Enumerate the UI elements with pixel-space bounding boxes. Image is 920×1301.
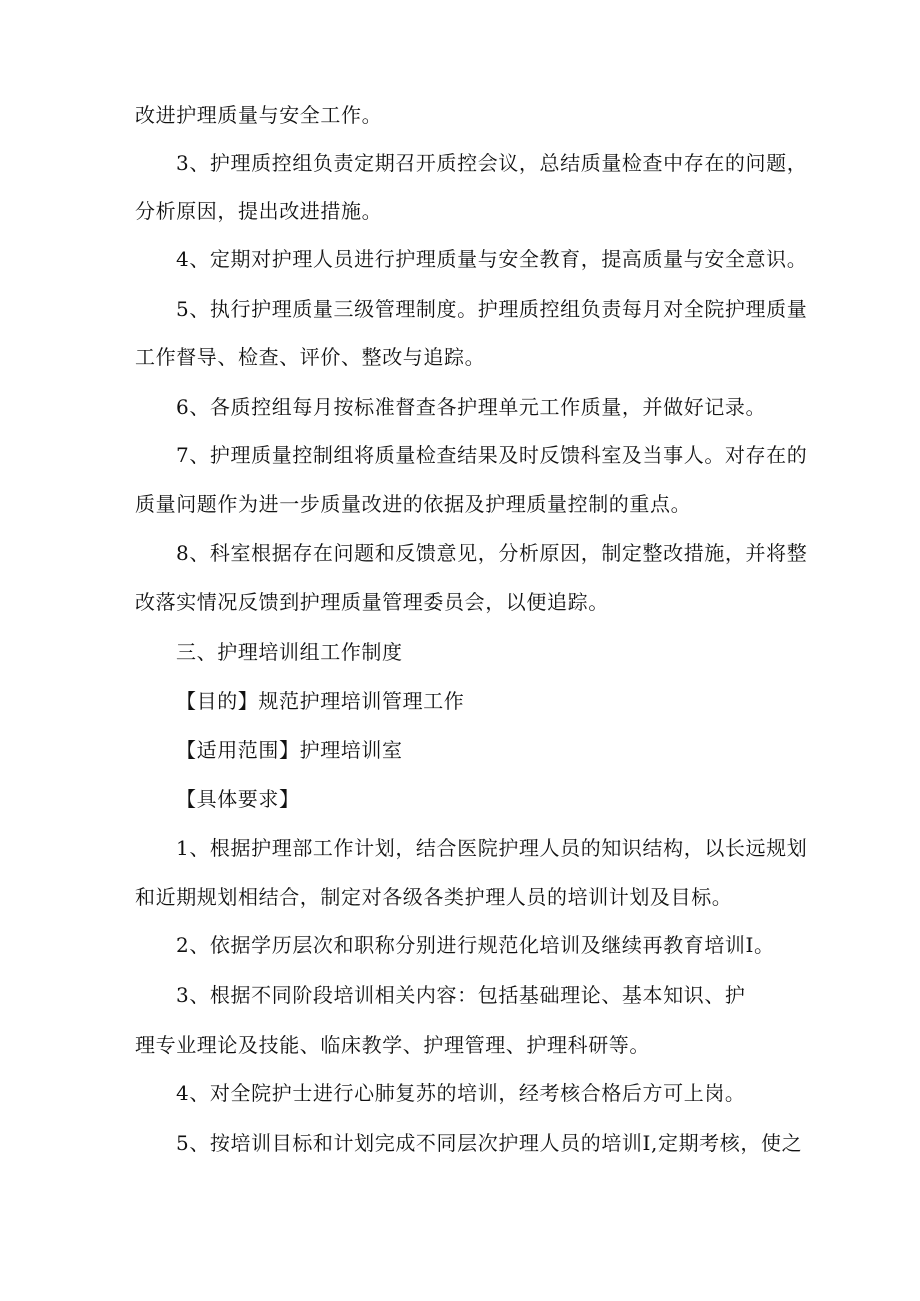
text-line: 8、科室根据存在问题和反馈意见，分析原因，制定整改措施，并将整 [176, 541, 808, 565]
text-line: 和近期规划相结合，制定对各级各类护理人员的培训计划及目标。 [135, 885, 733, 909]
text-line: 4、对全院护士进行心肺复苏的培训，经考核合格后方可上岗。 [176, 1081, 746, 1105]
text-line: 分析原因，提出改进措施。 [135, 199, 383, 223]
requirements-heading: 【具体要求】 [176, 787, 300, 811]
text-line: 理专业理论及技能、临床教学、护理管理、护理科研等。 [135, 1033, 650, 1057]
text-line: 改进护理质量与安全工作。 [135, 103, 383, 127]
text-line: 改落实情况反馈到护理质量管理委员会，以便追踪。 [135, 590, 609, 614]
text-line: 3、根据不同阶段培训相关内容：包括基础理论、基本知识、护 [176, 983, 746, 1007]
purpose-line: 【目的】规范护理培训管理工作 [176, 689, 465, 713]
scope-line: 【适用范围】护理培训室 [176, 738, 403, 762]
text-line: 1、根据护理部工作计划，结合医院护理人员的知识结构，以长远规划 [176, 836, 808, 860]
text-line: 4、定期对护理人员进行护理质量与安全教育，提高质量与安全意识。 [176, 247, 808, 271]
text-line: 质量问题作为进一步质量改进的依据及护理质量控制的重点。 [135, 492, 692, 516]
text-line: 5、执行护理质量三级管理制度。护理质控组负责每月对全院护理质量 [176, 297, 808, 321]
text-line: 工作督导、检查、评价、整改与追踪。 [135, 345, 486, 369]
text-line: 2、依据学历层次和职称分别进行规范化培训及继续再教育培训I。 [176, 933, 775, 957]
section-heading: 三、护理培训组工作制度 [176, 640, 403, 664]
text-line: 3、护理质控组负责定期召开质控会议，总结质量检查中存在的问题， [176, 151, 808, 175]
text-line: 6、各质控组每月按标准督查各护理单元工作质量，并做好记录。 [176, 395, 767, 419]
text-line: 5、按培训目标和计划完成不同层次护理人员的培训I,定期考核，使之 [176, 1131, 803, 1155]
text-line: 7、护理质量控制组将质量检查结果及时反馈科室及当事人。对存在的 [176, 443, 808, 467]
